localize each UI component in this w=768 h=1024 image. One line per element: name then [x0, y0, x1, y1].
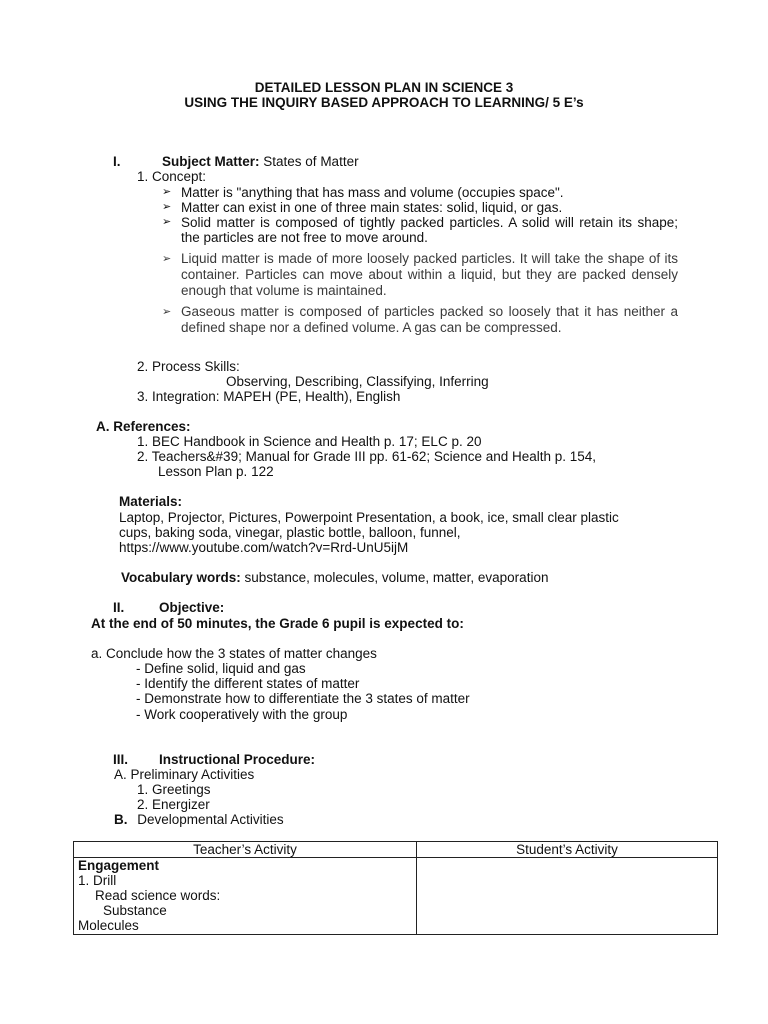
preliminary-item: 2. Energizer — [137, 797, 210, 812]
page-title: DETAILED LESSON PLAN IN SCIENCE 3 — [254, 80, 514, 95]
subject-matter-value: States of Matter — [263, 154, 359, 169]
table-header-row — [74, 842, 718, 858]
materials-link[interactable]: https://www.youtube.com/watch?v=Rrd-UnU5ijM — [119, 540, 409, 555]
science-word: Substance — [103, 903, 167, 918]
drill-instruction: Read science words: — [95, 888, 221, 903]
process-skills-value: Observing, Describing, Classifying, Inferring — [226, 374, 489, 389]
arrow-bullet-icon: ➢ — [162, 253, 172, 265]
reference-item: 2. Teachers&#39; Manual for Grade III pp. 61-62; Science and Health p. 154, — [137, 449, 597, 464]
student-activity-cell — [417, 858, 718, 935]
reference-item: 1. BEC Handbook in Science and Health p. 17; ELC p. 20 — [137, 434, 482, 449]
arrow-bullet-icon: ➢ — [162, 216, 172, 228]
developmental-activities — [114, 812, 284, 827]
integration-line: 3. Integration: MAPEH (PE, Health), English — [137, 389, 401, 404]
concept-bullet: Matter can exist in one of three main states: solid, liquid, or gas. — [181, 200, 563, 215]
subject-matter-line — [162, 154, 359, 169]
section-numeral: I. — [113, 154, 121, 169]
objective-heading: Objective: — [159, 600, 225, 615]
activity-table — [73, 841, 718, 935]
concept-bullet: Liquid matter is made of more loosely packed particles. It will take the shape of its container. Particles can move about within a liquid, but they are packed densely enough that volume is maintained. — [181, 251, 678, 298]
concept-bullet: Solid matter is composed of tightly packed particles. A solid will retain its shape; the particles are not free to move around. — [181, 215, 678, 245]
objective-subitem: - Define solid, liquid and gas — [136, 661, 306, 676]
vocabulary-label: Vocabulary words: — [121, 570, 241, 585]
preliminary-activities: A. Preliminary Activities — [114, 767, 255, 782]
science-word: Molecules — [78, 918, 139, 933]
teacher-activity-header: Teacher’s Activity — [74, 842, 417, 858]
vocabulary-value: substance, molecules, volume, matter, evaporation — [244, 570, 549, 585]
procedure-heading: Instructional Procedure: — [159, 752, 316, 767]
student-activity-header: Student’s Activity — [417, 842, 718, 858]
objective-subitem: - Demonstrate how to differentiate the 3 states of matter — [136, 691, 470, 706]
subject-matter-label: Subject Matter: — [162, 154, 260, 169]
vocabulary-line — [121, 570, 548, 585]
objective-subitem: - Work cooperatively with the group — [136, 707, 348, 722]
objective-subitem: - Identify the different states of matter — [136, 676, 360, 691]
table-row — [74, 858, 718, 935]
drill-label: 1. Drill — [78, 873, 117, 888]
section-numeral: II. — [113, 600, 125, 615]
materials-line: cups, baking soda, vinegar, plastic bottle, balloon, funnel, — [119, 525, 461, 540]
concept-label: 1. Concept: — [137, 169, 207, 184]
objective-item: a. Conclude how the 3 states of matter changes — [91, 646, 377, 661]
references-heading: A. References: — [96, 419, 191, 434]
materials-line: Laptop, Projector, Pictures, Powerpoint Presentation, a book, ice, small clear plastic — [119, 510, 619, 525]
arrow-bullet-icon: ➢ — [162, 186, 172, 198]
process-skills-label: 2. Process Skills: — [137, 359, 240, 374]
arrow-bullet-icon: ➢ — [162, 306, 172, 318]
arrow-bullet-icon: ➢ — [162, 201, 172, 213]
developmental-label: Developmental Activities — [137, 812, 284, 827]
page-subtitle: USING THE INQUIRY BASED APPROACH TO LEARNING/ 5 E’s — [184, 95, 584, 110]
preliminary-item: 1. Greetings — [137, 782, 211, 797]
concept-bullet: Matter is "anything that has mass and volume (occupies space". — [181, 185, 564, 200]
section-numeral: III. — [113, 752, 129, 767]
objective-intro: At the end of 50 minutes, the Grade 6 pupil is expected to: — [91, 616, 464, 631]
materials-heading: Materials: — [119, 494, 183, 509]
reference-item-continued: Lesson Plan p. 122 — [158, 464, 274, 479]
engagement-label: Engagement — [78, 858, 160, 873]
concept-bullet: Gaseous matter is composed of particles packed so loosely that it has neither a defined shape nor a defined volume. A gas can be compressed. — [181, 304, 678, 335]
teacher-activity-cell — [74, 858, 417, 935]
developmental-letter: B. — [114, 812, 128, 827]
